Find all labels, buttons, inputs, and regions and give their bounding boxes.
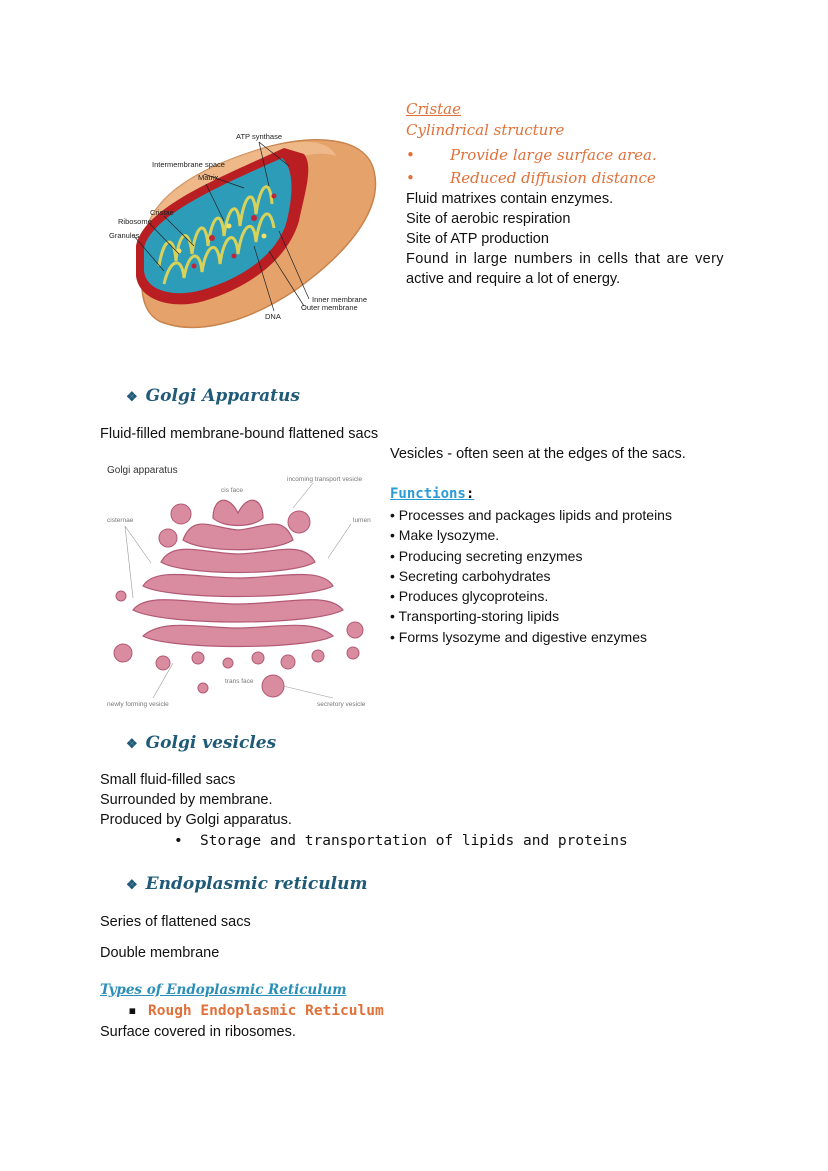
label-intermembrane: Intermembrane space	[152, 160, 225, 169]
fact-line: Site of aerobic respiration	[406, 211, 571, 227]
vesicles-bullet: • Storage and transportation of lipids and proteins	[174, 833, 628, 849]
cristae-bullet-list	[406, 144, 657, 190]
er-line-1: Series of flattened sacs	[100, 914, 251, 930]
mitochondria-facts	[406, 189, 736, 289]
mitochondrion-diagram	[104, 126, 389, 341]
list-item: • Producing secreting enzymes	[390, 547, 583, 564]
label-cisternae: cisternae	[107, 517, 134, 524]
functions-title: Functions:	[390, 486, 475, 502]
label-secretory-vesicle: secretory vesicle	[317, 701, 366, 708]
fact-line: Fluid matrixes contain enzymes.	[406, 191, 614, 207]
label-cis-face: cis face	[221, 487, 244, 494]
fact-line: active and require a lot of energy.	[406, 271, 621, 287]
er-line-2: Double membrane	[100, 945, 220, 961]
er-rough-item: ▪ Rough Endoplasmic Reticulum	[128, 1003, 384, 1019]
diamond-bullet-icon: ❖	[126, 737, 138, 752]
text-line: Produced by Golgi apparatus.	[100, 812, 292, 828]
label-trans-face: trans face	[225, 678, 254, 685]
label-granules: Granules	[109, 231, 140, 240]
golgi-vesicles-lines	[100, 770, 292, 830]
golgi-functions	[390, 483, 672, 647]
label-matrix: Matrix	[198, 173, 219, 182]
label-inner-membrane: Inner membrane	[312, 295, 368, 304]
list-item: • Secreting carbohydrates	[390, 567, 551, 584]
fact-line: Found in large numbers in cells that are very	[406, 251, 724, 267]
label-cristae: Cristae	[150, 208, 174, 217]
cristae-subtitle: Cylindrical structure	[406, 121, 565, 139]
list-item: • Provide large surface area.	[406, 146, 657, 164]
list-item: • Produces glycoproteins.	[390, 588, 549, 605]
label-newly-forming: newly forming vesicle	[107, 701, 169, 708]
golgi-vesicles-note: Vesicles - often seen at the edges of the sacs.	[390, 446, 686, 462]
label-atp-synthase: ATP synthase	[236, 132, 282, 141]
golgi-vesicles-heading: ❖ Golgi vesicles	[126, 733, 277, 753]
label-outer-membrane: Outer membrane	[301, 303, 358, 312]
list-item: • Forms lysozyme and digestive enzymes	[390, 628, 647, 645]
golgi-description: Fluid-filled membrane-bound flattened sacs	[100, 426, 379, 442]
text-line: Surrounded by membrane.	[100, 792, 273, 808]
list-item: • Make lysozyme.	[390, 527, 500, 544]
diamond-bullet-icon: ❖	[126, 878, 138, 893]
list-item: • Processes and packages lipids and proteins	[390, 507, 672, 523]
diamond-bullet-icon: ❖	[126, 390, 138, 405]
list-item: • Reduced diffusion distance	[406, 169, 656, 187]
label-ribosome: Ribosome	[118, 217, 152, 226]
label-incoming-vesicle: incoming transport vesicle	[287, 476, 363, 483]
label-lumen: lumen	[353, 517, 371, 524]
er-heading: ❖ Endoplasmic reticulum	[126, 874, 368, 894]
fact-line: Site of ATP production	[406, 231, 549, 247]
golgi-heading: ❖ Golgi Apparatus	[126, 386, 300, 406]
list-item: • Transporting-storing lipids	[390, 608, 560, 625]
label-dna: DNA	[265, 312, 281, 321]
er-types-title: Types of Endoplasmic Reticulum	[100, 982, 347, 998]
functions-list	[390, 505, 672, 647]
cristae-title: Cristae	[406, 100, 461, 118]
text-line: Small fluid-filled sacs	[100, 772, 236, 788]
golgi-figure-title: Golgi apparatus	[107, 465, 178, 476]
er-rough-desc: Surface covered in ribosomes.	[100, 1024, 296, 1040]
golgi-diagram	[103, 458, 383, 713]
